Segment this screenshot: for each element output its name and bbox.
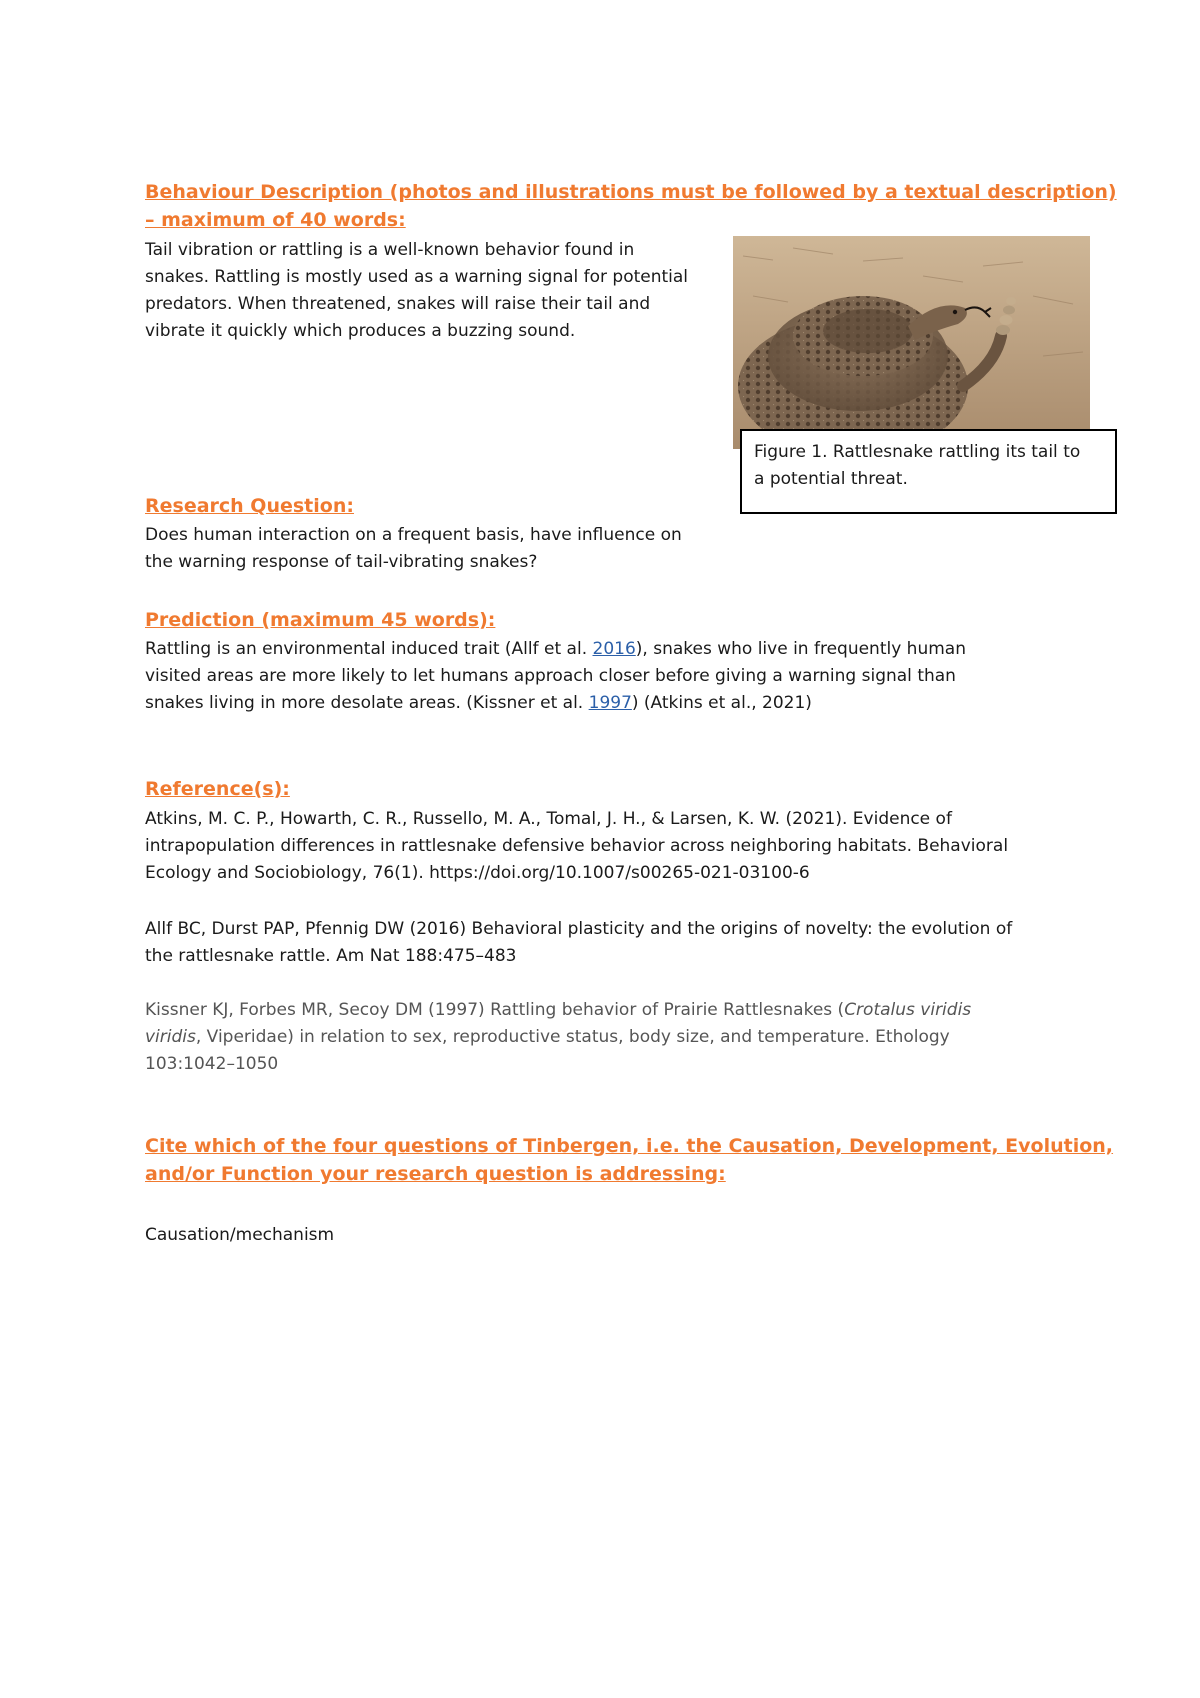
reference-line: Ecology and Sociobiology, 76(1). https://doi.org/10.1007/s00265-021-03100-6 [145, 863, 810, 883]
behaviour-line: Tail vibration or rattling is a well-known behavior found in [145, 240, 635, 260]
reference-line [145, 997, 971, 1024]
behaviour-description [145, 237, 688, 345]
tinbergen-heading-line1: Cite which of the four questions of Tinbergen, i.e. the Causation, Development, Evolution, [145, 1135, 1114, 1157]
reference-kissner [145, 997, 971, 1078]
rattlesnake-photo [733, 236, 1090, 449]
references-section [145, 775, 290, 803]
reference-atkins [145, 806, 1008, 887]
species-name-italic: Crotalus viridis [844, 1000, 972, 1020]
behaviour-line: predators. When threatened, snakes will raise their tail and [145, 294, 651, 314]
reference-line: Atkins, M. C. P., Howarth, C. R., Russello, M. A., Tomal, J. H., & Larsen, K. W. (2021). Evidence of [145, 809, 952, 829]
behaviour-section [145, 178, 1117, 234]
figure-caption-line2: a potential threat. [754, 469, 908, 489]
reference-text-span: Kissner KJ, Forbes MR, Secoy DM (1997) Rattling behavior of Prairie Rattlesnakes ( [145, 1000, 845, 1020]
prediction-line-3 [145, 690, 966, 717]
figure-caption-line1: Figure 1. Rattlesnake rattling its tail to [754, 442, 1081, 462]
references-heading: Reference(s): [145, 778, 290, 800]
species-name-italic: viridis [145, 1027, 196, 1047]
prediction-text [145, 636, 966, 717]
behaviour-line: vibrate it quickly which produces a buzzing sound. [145, 321, 576, 341]
figure-caption [740, 429, 1117, 514]
reference-text-span: , Viperidae) in relation to sex, reproductive status, body size, and temperature. Ethology [195, 1027, 950, 1047]
prediction-line-2: visited areas are more likely to let humans approach closer before giving a warning signal than [145, 666, 956, 686]
snake-coil-shadow [823, 309, 913, 353]
reference-line [145, 1024, 971, 1051]
prediction-text-span: ), snakes who live in frequently human [635, 639, 966, 659]
prediction-text-span: Rattling is an environmental induced trait (Allf et al. [145, 639, 593, 659]
prediction-heading: Prediction (maximum 45 words): [145, 609, 496, 631]
citation-link-2016[interactable]: 2016 [592, 639, 636, 659]
citation-link-1997[interactable]: 1997 [588, 693, 632, 713]
snake-eye [953, 310, 957, 314]
reference-line: 103:1042–1050 [145, 1054, 279, 1074]
prediction-text-span: ) (Atkins et al., 2021) [631, 693, 812, 713]
tinbergen-answer [145, 1222, 334, 1249]
tinbergen-answer-text: Causation/mechanism [145, 1225, 335, 1245]
reference-allf [145, 916, 1012, 970]
research-question-text [145, 522, 682, 576]
prediction-line-1 [145, 636, 966, 663]
prediction-text-span: snakes living in more desolate areas. (Kissner et al. [145, 693, 589, 713]
reference-line: intrapopulation differences in rattlesnake defensive behavior across neighboring habitats. Behavioral [145, 836, 1009, 856]
research-question-line: Does human interaction on a frequent basis, have influence on [145, 525, 682, 545]
tinbergen-section [145, 1132, 1113, 1188]
reference-line: Allf BC, Durst PAP, Pfennig DW (2016) Behavioral plasticity and the origins of novelty: the evolution of [145, 919, 1013, 939]
prediction-section [145, 606, 495, 634]
research-question-line: the warning response of tail-vibrating snakes? [145, 552, 538, 572]
behaviour-heading-line2: – maximum of 40 words: [145, 209, 406, 231]
rattlesnake-illustration [733, 236, 1090, 449]
behaviour-line: snakes. Rattling is mostly used as a warning signal for potential [145, 267, 689, 287]
research-question-section [145, 492, 354, 520]
reference-line: the rattlesnake rattle. Am Nat 188:475–483 [145, 946, 517, 966]
behaviour-heading-line1: Behaviour Description (photos and illustrations must be followed by a textual description) [145, 181, 1117, 203]
research-question-heading: Research Question: [145, 495, 354, 517]
tinbergen-heading-line2: and/or Function your research question is addressing: [145, 1163, 726, 1185]
